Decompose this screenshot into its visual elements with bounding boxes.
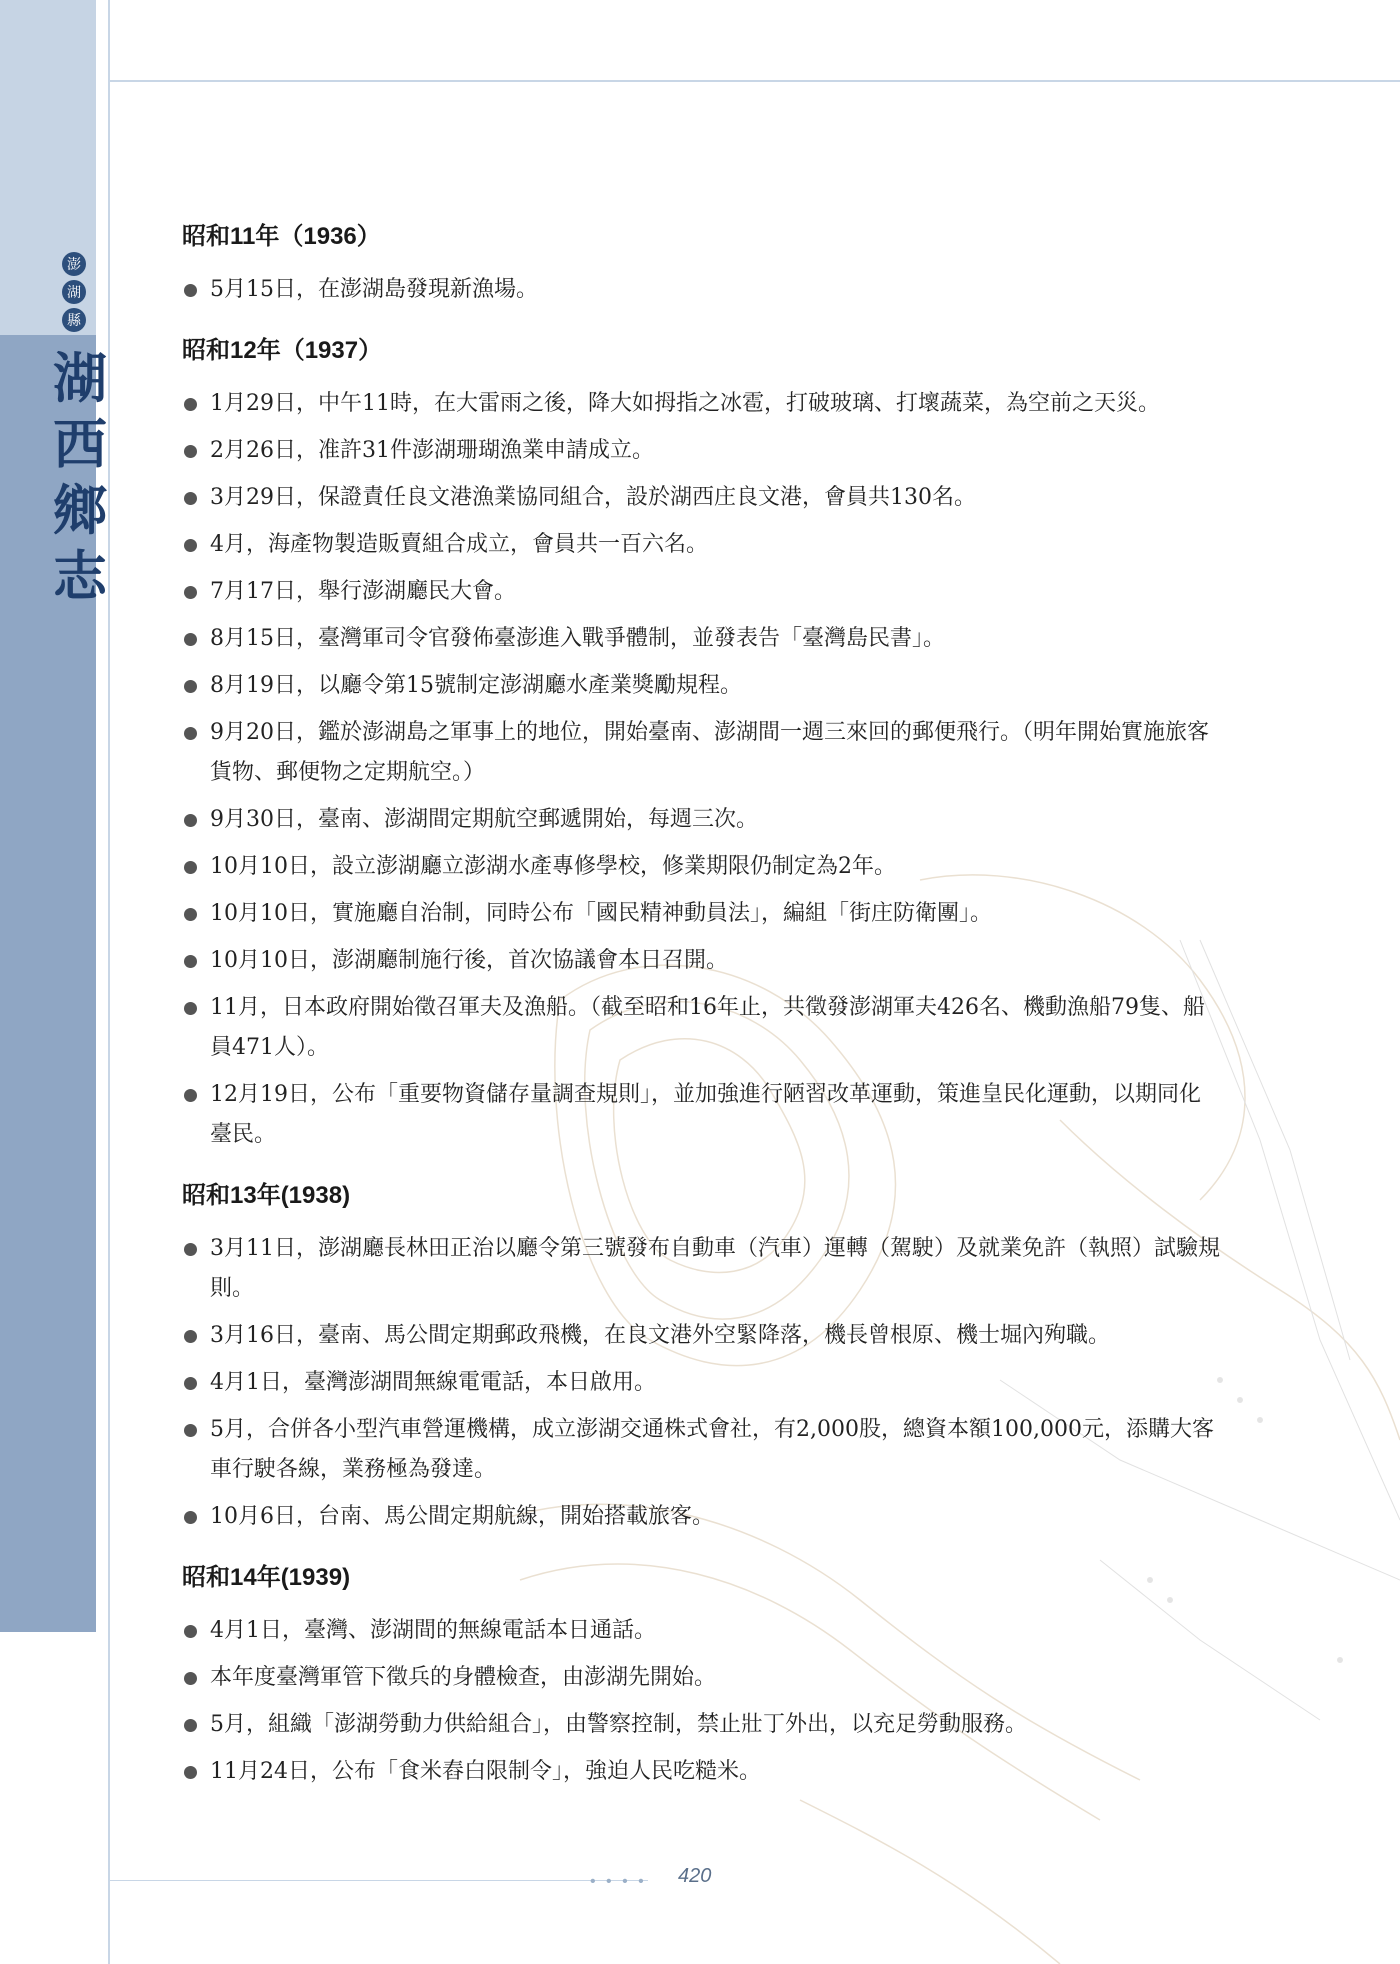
bullet-icon xyxy=(184,1719,197,1732)
list-item xyxy=(182,572,1222,612)
list-item xyxy=(182,1658,1222,1698)
bullet-icon xyxy=(184,1424,197,1437)
bullet-icon xyxy=(184,586,197,599)
item-text: 5月，合併各小型汽車營運機構，成立澎湖交通株式會社，有2,000股，總資本額100,000元，添購大客車行駛各線，業務極為發達。 xyxy=(210,1417,1214,1482)
list-item xyxy=(182,1363,1222,1403)
book-title-char: 湖 xyxy=(53,346,107,410)
chronology xyxy=(182,220,1222,1799)
bullet-icon xyxy=(184,1511,197,1524)
item-text: 10月10日，實施廳自治制，同時公布「國民精神動員法」，編組「街庄防衛團」。 xyxy=(210,901,992,926)
item-text: 5月，組織「澎湖勞動力供給組合」，由警察控制，禁止壯丁外出，以充足勞動服務。 xyxy=(210,1712,1027,1737)
list-item xyxy=(182,384,1222,424)
bullet-icon xyxy=(184,1330,197,1343)
list-item xyxy=(182,619,1222,659)
book-title-char: 鄉 xyxy=(53,478,107,542)
county-label xyxy=(62,252,90,332)
item-text: 4月1日，臺灣、澎湖間的無線電話本日通話。 xyxy=(210,1618,656,1643)
item-text: 本年度臺灣軍管下徵兵的身體檢查，由澎湖先開始。 xyxy=(210,1665,717,1690)
list-item xyxy=(182,270,1222,310)
footer-dots: • • • • xyxy=(590,1873,647,1890)
book-title-char: 西 xyxy=(53,412,107,476)
book-title xyxy=(50,345,110,609)
county-char: 縣 xyxy=(62,308,86,332)
item-text: 4月，海產物製造販賣組合成立，會員共一百六名。 xyxy=(210,532,708,557)
item-text: 11月24日，公布「食米舂白限制令」，強迫人民吃糙米。 xyxy=(210,1759,761,1784)
year-heading: 昭和14年(1939) xyxy=(182,1564,351,1591)
item-text: 9月20日，鑑於澎湖島之軍事上的地位，開始臺南、澎湖間一週三來回的郵便飛行。（明年開始實施旅客貨物、郵便物之定期航空。） xyxy=(210,720,1209,785)
item-text: 8月19日，以廳令第15號制定澎湖廳水產業獎勵規程。 xyxy=(210,673,742,698)
bullet-icon xyxy=(184,1377,197,1390)
bullet-icon xyxy=(184,861,197,874)
item-text: 10月10日，設立澎湖廳立澎湖水產專修學校，修業期限仍制定為2年。 xyxy=(210,854,896,879)
item-text: 10月10日，澎湖廳制施行後，首次協議會本日召開。 xyxy=(210,948,728,973)
bullet-icon xyxy=(184,445,197,458)
item-text: 4月1日，臺灣澎湖間無線電電話，本日啟用。 xyxy=(210,1370,656,1395)
list-item xyxy=(182,894,1222,934)
item-text: 3月11日，澎湖廳長林田正治以廳令第三號發布自動車（汽車）運轉（駕駛）及就業免許（執照）試驗規則。 xyxy=(210,1236,1220,1301)
bullet-icon xyxy=(184,1625,197,1638)
list-item xyxy=(182,666,1222,706)
item-text: 10月6日，台南、馬公間定期航線，開始搭載旅客。 xyxy=(210,1504,714,1529)
header-rule xyxy=(108,80,1400,82)
list-item xyxy=(182,988,1222,1068)
item-text: 3月29日，保證責任良文港漁業協同組合，設於湖西庄良文港，會員共130名。 xyxy=(210,485,976,510)
year-heading: 昭和11年（1936） xyxy=(182,223,381,250)
bullet-icon xyxy=(184,1672,197,1685)
bullet-icon xyxy=(184,492,197,505)
item-text: 2月26日，准許31件澎湖珊瑚漁業申請成立。 xyxy=(210,438,654,463)
county-char: 湖 xyxy=(62,280,86,304)
list-item xyxy=(182,431,1222,471)
list-item xyxy=(182,941,1222,981)
bullet-icon xyxy=(184,633,197,646)
list-item xyxy=(182,1497,1222,1537)
bullet-icon xyxy=(184,908,197,921)
bullet-icon xyxy=(184,1089,197,1102)
list-item xyxy=(182,1611,1222,1651)
item-text: 9月30日，臺南、澎湖間定期航空郵遞開始，每週三次。 xyxy=(210,807,758,832)
list-item xyxy=(182,713,1222,793)
year-heading: 昭和13年(1938) xyxy=(182,1182,351,1209)
book-title-char: 志 xyxy=(53,544,107,608)
list-item xyxy=(182,1410,1222,1490)
list-item xyxy=(182,1075,1222,1155)
footer-rule xyxy=(108,1880,648,1881)
bullet-icon xyxy=(184,1766,197,1779)
item-text: 8月15日，臺灣軍司令官發佈臺澎進入戰爭體制，並發表告「臺灣島民書」。 xyxy=(210,626,945,651)
list-item xyxy=(182,847,1222,887)
list-item xyxy=(182,1752,1222,1792)
item-text: 3月16日，臺南、馬公間定期郵政飛機，在良文港外空緊降落，機長曾根原、機士堀內殉職。 xyxy=(210,1323,1110,1348)
year-heading: 昭和12年（1937） xyxy=(182,337,383,364)
item-text: 12月19日，公布「重要物資儲存量調查規則」，並加強進行陋習改革運動，策進皇民化運動，以期同化臺民。 xyxy=(210,1082,1201,1147)
list-item xyxy=(182,478,1222,518)
bullet-icon xyxy=(184,727,197,740)
page-number: 420 xyxy=(678,1865,712,1887)
bullet-icon xyxy=(184,814,197,827)
bullet-icon xyxy=(184,1243,197,1256)
bullet-icon xyxy=(184,680,197,693)
bullet-icon xyxy=(184,398,197,411)
item-text: 1月29日，中午11時，在大雷雨之後，降大如拇指之冰雹，打破玻璃、打壞蔬菜，為空前之天災。 xyxy=(210,391,1160,416)
bullet-icon xyxy=(184,284,197,297)
list-item xyxy=(182,525,1222,565)
item-text: 7月17日，舉行澎湖廳民大會。 xyxy=(210,579,516,604)
county-char: 澎 xyxy=(62,252,86,276)
bullet-icon xyxy=(184,539,197,552)
item-text: 5月15日，在澎湖島發現新漁場。 xyxy=(210,277,538,302)
item-text: 11月，日本政府開始徵召軍夫及漁船。（截至昭和16年止，共徵發澎湖軍夫426名、機動漁船79隻、船員471人）。 xyxy=(210,995,1205,1060)
list-item xyxy=(182,1316,1222,1356)
margin-rule-vertical xyxy=(108,0,110,1964)
list-item xyxy=(182,1229,1222,1309)
list-item xyxy=(182,800,1222,840)
bullet-icon xyxy=(184,1002,197,1015)
list-item xyxy=(182,1705,1222,1745)
bullet-icon xyxy=(184,955,197,968)
